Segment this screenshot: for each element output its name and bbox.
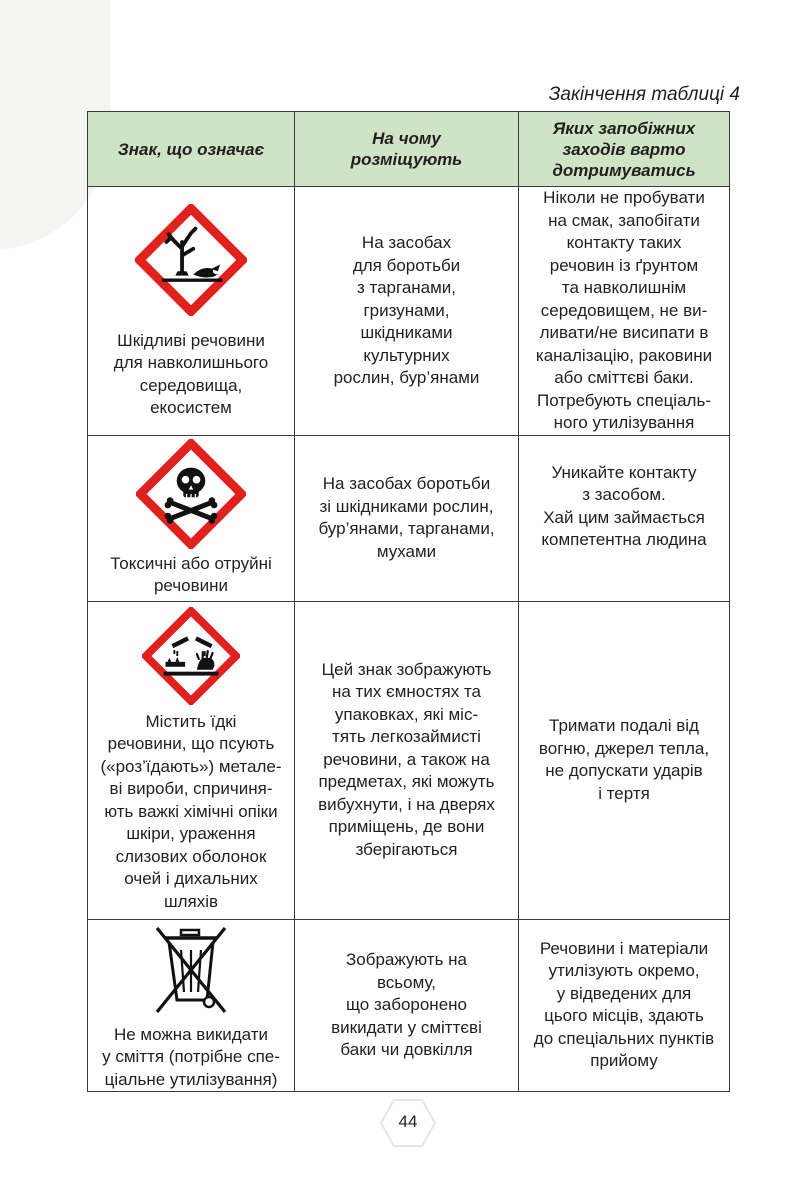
placement-cell: На засобах боротьби зі шкідниками рослин, бур’янами, тарганами, мухами: [295, 435, 519, 601]
placement-cell: Зображують на всьому, що заборонено викидати у сміттєві баки чи довкілля: [295, 919, 519, 1092]
sign-cell: [88, 919, 295, 1092]
sign-cell: [88, 601, 295, 919]
page-number: 44: [398, 1112, 418, 1131]
environment-hazard-icon: [135, 204, 247, 316]
table-caption: Закінчення таблиці 4: [548, 84, 740, 105]
hazard-signs-table: [87, 111, 730, 1092]
sign-cell: [88, 435, 295, 601]
corrosive-icon: [142, 607, 240, 705]
table-row: [88, 601, 730, 919]
skull-crossbones-icon: [136, 439, 246, 549]
crossed-bin-icon: [151, 924, 231, 1016]
sign-description: Не можна викидати у сміття (потрібне спе- ціальне утилізування): [102, 1024, 280, 1089]
placement-cell: Цей знак зображують на тих ємностях та упаковках, які міс- тять легкозаймисті речовини, а також на предметах, які можуть вибухнути, і на дверях приміщень, де вони зберігаються: [295, 601, 519, 919]
table-row: [88, 187, 730, 436]
header-sign: Знак, що означає: [88, 112, 295, 187]
table-header-row: [88, 112, 730, 187]
precautions-cell: Ніколи не пробувати на смак, запобігати контакту таких речовин із ґрунтом та навколишнім середовищем, не ви- ливати/не висипати в каналізацію, раковини або сміттєві баки. Потребують спеціаль- ного утилізування: [519, 187, 730, 436]
sign-description: Шкідливі речовини для навколишнього середовища, екосистем: [113, 330, 269, 418]
sign-description: Містить їдкі речовини, що псують («роз’їдають») метале- ві вироби, спричиня- ють важкі хімічні опіки шкіри, ураження слизових оболонок очей і дихальних шляхів: [100, 711, 282, 911]
precautions-cell: Уникайте контакту з засобом. Хай цим займається компетентна людина: [519, 435, 730, 601]
sign-description: Токсичні або отруйні речовини: [110, 553, 272, 595]
table-row: [88, 435, 730, 601]
page-number-badge: [380, 1098, 436, 1148]
placement-cell: На засобах для боротьби з тарганами, гризунами, шкідниками культурних рослин, бур’янами: [295, 187, 519, 436]
header-placement: На чому розміщують: [295, 112, 519, 187]
header-precautions: Яких запобіжних заходів варто дотримуватись: [519, 112, 730, 187]
table-row: [88, 919, 730, 1092]
precautions-cell: Тримати подалі від вогню, джерел тепла, не допускати ударів і тертя: [519, 601, 730, 919]
sign-cell: [88, 187, 295, 436]
precautions-cell: Речовини і матеріали утилізують окремо, у відведених для цього місців, здають до спеціальних пунктів прийому: [519, 919, 730, 1092]
